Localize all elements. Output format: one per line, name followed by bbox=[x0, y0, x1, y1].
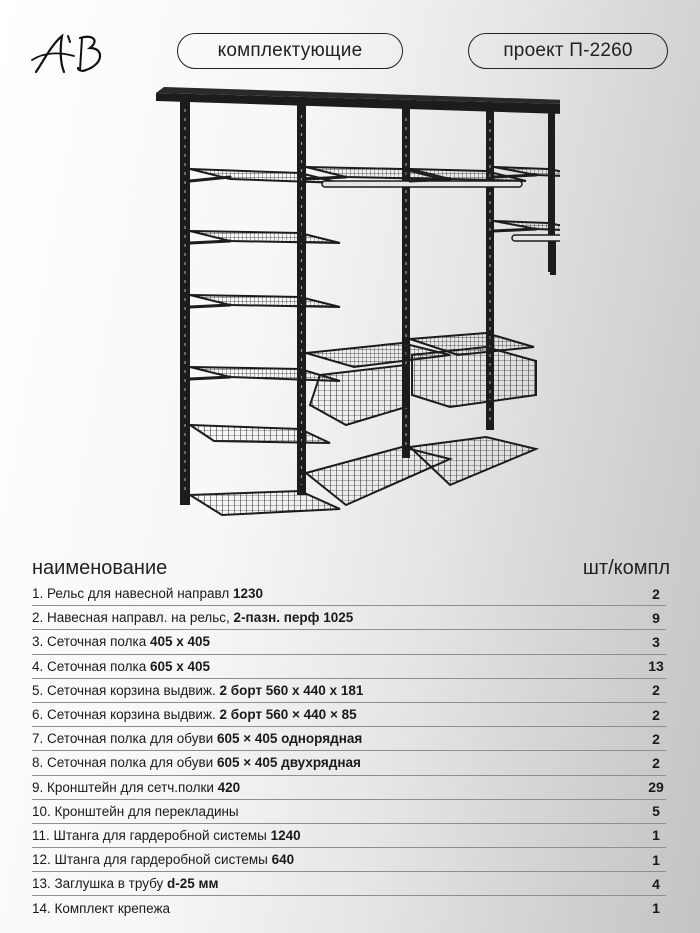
item-spec: 640 bbox=[271, 852, 295, 868]
item-spec: 605 х 405 bbox=[149, 658, 211, 674]
item-qty: 29 bbox=[648, 779, 664, 796]
item-qty: 2 bbox=[652, 706, 660, 723]
item-spec: 1230 bbox=[232, 586, 264, 602]
item-qty: 3 bbox=[652, 633, 660, 650]
drawer-baskets bbox=[306, 333, 536, 425]
table-row bbox=[32, 679, 666, 703]
item-name: 7. Сеточная полка для обуви bbox=[32, 731, 217, 747]
item-qty: 13 bbox=[648, 658, 664, 675]
item-spec: 605 × 405 однорядная bbox=[216, 731, 363, 747]
item-name: 6. Сеточная корзина выдвиж. bbox=[32, 707, 220, 723]
table-row bbox=[32, 606, 666, 630]
item-name: 12. Штанга для гардеробной системы bbox=[32, 852, 272, 868]
table-row bbox=[32, 776, 666, 800]
item-name: 10. Кронштейн для перекладины bbox=[32, 803, 239, 819]
item-name: 5. Сеточная корзина выдвиж. bbox=[32, 682, 220, 698]
item-name: 13. Заглушка в трубу bbox=[32, 876, 168, 892]
item-name: 14. Комплект крепежа bbox=[32, 900, 170, 916]
item-name: 3. Сеточная полка bbox=[32, 634, 150, 650]
table-row bbox=[32, 872, 666, 896]
brand-logo bbox=[30, 30, 110, 80]
item-qty: 2 bbox=[652, 585, 660, 602]
item-qty: 5 bbox=[652, 803, 660, 820]
item-name: 8. Сеточная полка для обуви bbox=[32, 755, 217, 771]
item-spec: 420 bbox=[217, 779, 241, 795]
item-spec: 2 борт 560 х 440 х 181 bbox=[219, 682, 364, 698]
item-qty: 2 bbox=[652, 682, 660, 699]
item-spec: 2 борт 560 × 440 × 85 bbox=[219, 707, 357, 723]
top-rail bbox=[156, 87, 560, 115]
wardrobe-system-illustration bbox=[150, 85, 560, 545]
qty-column-header: шт/компл bbox=[582, 557, 670, 579]
table-row bbox=[32, 896, 666, 919]
table-row bbox=[32, 824, 666, 848]
item-name: 4. Сеточная полка bbox=[32, 658, 150, 674]
item-name: 11. Штанга для гардеробной системы bbox=[32, 827, 271, 843]
item-spec: d-25 мм bbox=[167, 876, 219, 892]
item-spec: 2-пазн. перф 1025 bbox=[233, 610, 354, 626]
table-row bbox=[32, 630, 666, 654]
table-header bbox=[32, 550, 670, 580]
components-label: комплектующие bbox=[177, 33, 403, 69]
item-qty: 1 bbox=[652, 827, 660, 844]
item-qty: 4 bbox=[652, 875, 660, 892]
item-name: 2. Навесная направл. на рельс, bbox=[32, 610, 234, 626]
item-qty: 1 bbox=[652, 851, 660, 868]
item-name: 9. Кронштейн для сетч.полки bbox=[32, 779, 218, 795]
item-spec: 1240 bbox=[270, 827, 301, 843]
table-row bbox=[32, 800, 666, 824]
item-qty: 2 bbox=[652, 754, 660, 771]
table-row bbox=[32, 582, 666, 606]
item-qty: 9 bbox=[652, 609, 660, 626]
table-row bbox=[32, 727, 666, 751]
item-qty: 1 bbox=[652, 900, 660, 917]
item-qty: 2 bbox=[652, 730, 660, 747]
hanging-rods bbox=[322, 181, 560, 275]
project-label: проект П-2260 bbox=[468, 33, 668, 69]
table-row bbox=[32, 655, 666, 679]
table-row bbox=[32, 703, 666, 727]
item-name: 1. Рельс для навесной направл bbox=[32, 586, 233, 602]
components-table bbox=[32, 582, 666, 920]
table-row bbox=[32, 848, 666, 872]
shoe-shelves bbox=[306, 437, 536, 505]
name-column-header: наименование bbox=[32, 557, 168, 579]
table-row bbox=[32, 751, 666, 775]
item-spec: 605 × 405 двухрядная bbox=[216, 755, 361, 771]
item-spec: 405 х 405 bbox=[149, 634, 211, 650]
